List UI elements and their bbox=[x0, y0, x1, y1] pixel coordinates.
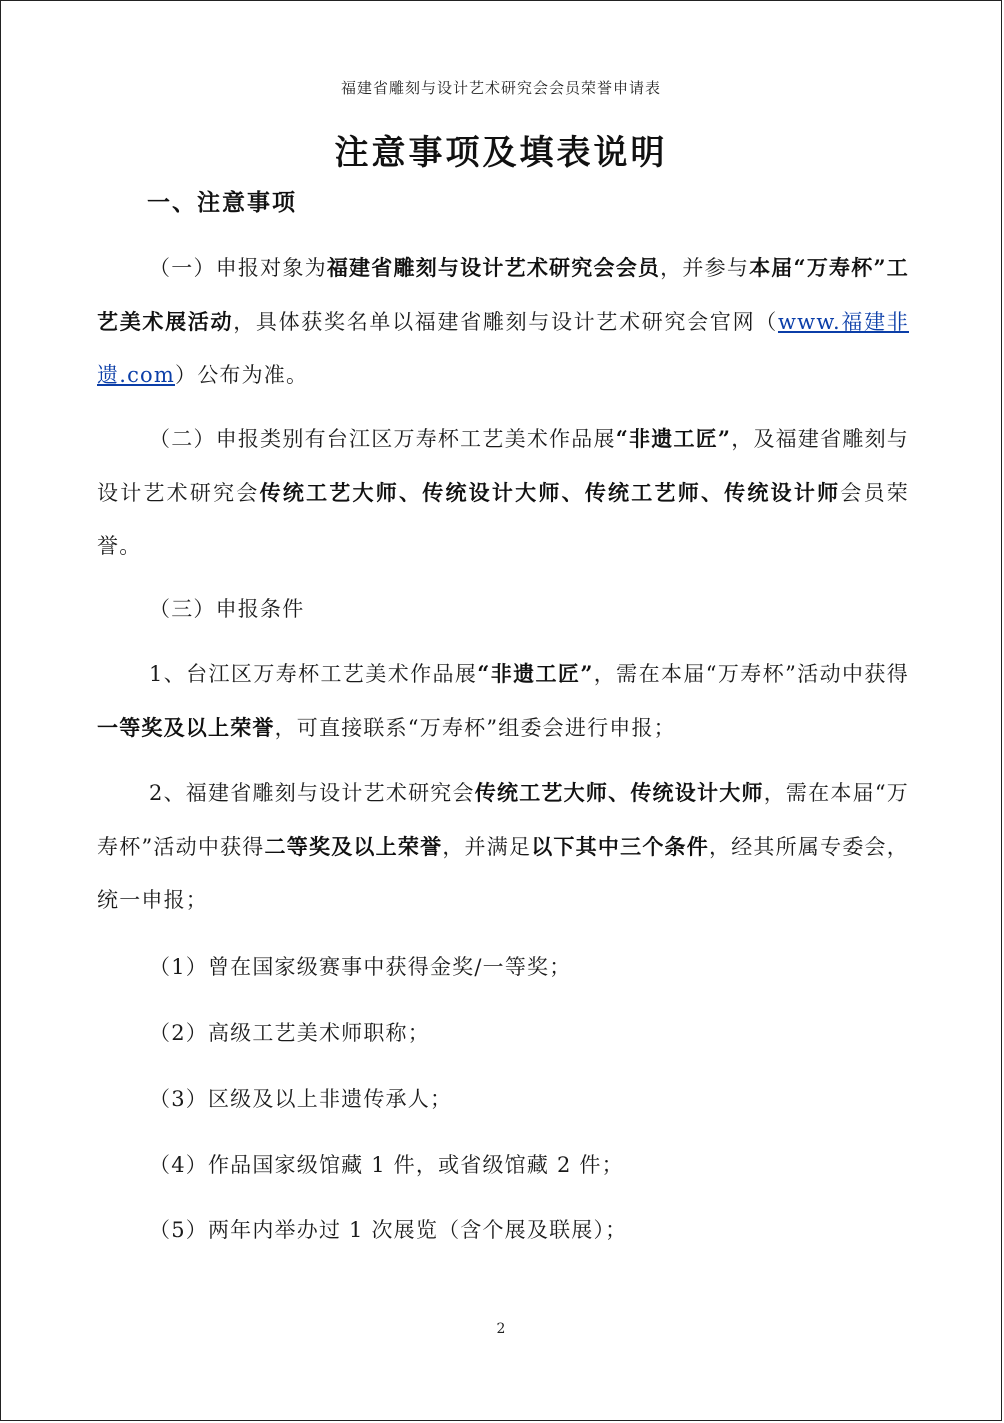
text-run: ）公布为准。 bbox=[175, 363, 309, 387]
page-title: 注意事项及填表说明 bbox=[334, 133, 668, 173]
bold-text: “非遗工匠” bbox=[477, 661, 594, 686]
text-run: 会员荣誉。 bbox=[97, 481, 910, 558]
bold-text: 传统工艺大师、传统设计大师、传统工艺师、传统设计师 bbox=[259, 480, 841, 505]
text-run: ，及福建省雕刻与设计艺术研究会 bbox=[97, 427, 909, 505]
text-run: 2、福建省雕刻与设计艺术研究会 bbox=[149, 781, 475, 805]
section-heading-notes: 一、注意事项 bbox=[147, 189, 297, 216]
text-run: ，经其所属专委会，统一申报； bbox=[97, 835, 909, 912]
sub-condition-item: （1）曾在国家级赛事中获得金奖/一等奖； bbox=[149, 955, 572, 979]
bold-text: 一等奖及以上荣誉 bbox=[97, 715, 275, 740]
running-header: 福建省雕刻与设计艺术研究会会员荣誉申请表 bbox=[340, 79, 661, 97]
paragraph-conditions-heading: （三）申报条件 bbox=[149, 597, 305, 621]
bold-text: 以下其中三个条件 bbox=[531, 834, 709, 859]
text-run: ，并参与 bbox=[660, 256, 750, 280]
sub-condition-item: （5）两年内举办过 1 次展览（含个展及联展）； bbox=[149, 1218, 628, 1242]
text-run: ，可直接联系“万寿杯”组委会进行申报； bbox=[274, 716, 676, 740]
text-run: ，并满足 bbox=[442, 835, 532, 859]
text-run: ，具体获奖名单以福建省雕刻与设计艺术研究会官网（ bbox=[233, 310, 778, 334]
text-run: 1、台江区万寿杯工艺美术作品展 bbox=[149, 662, 478, 686]
bold-text: “非遗工匠” bbox=[615, 426, 732, 451]
website-link[interactable]: www.福建非遗.com bbox=[97, 310, 909, 387]
text-run: ，需在本届“万寿杯”活动中获得 bbox=[97, 781, 909, 859]
text-run: ，需在本届“万寿杯”活动中获得 bbox=[593, 662, 909, 686]
bold-text: 本届“万寿杯”工艺美术展活动 bbox=[97, 255, 909, 334]
sub-condition-item: （4）作品国家级馆藏 1 件，或省级馆藏 2 件； bbox=[149, 1153, 624, 1177]
paragraph-categories bbox=[97, 412, 909, 573]
bold-text: 二等奖及以上荣誉 bbox=[264, 834, 443, 859]
paragraph-applicant-scope bbox=[97, 241, 909, 402]
text-run: （二）申报类别有台江区万寿杯工艺美术作品展 bbox=[149, 427, 616, 451]
paragraph-condition-2 bbox=[97, 766, 909, 927]
sub-condition-item: （2）高级工艺美术师职称； bbox=[149, 1021, 430, 1045]
bold-text: 传统工艺大师、传统设计大师 bbox=[474, 780, 764, 805]
page-number: 2 bbox=[496, 1321, 506, 1337]
sub-condition-item: （3）区级及以上非遗传承人； bbox=[149, 1087, 453, 1111]
bold-text: 福建省雕刻与设计艺术研究会会员 bbox=[326, 255, 661, 280]
text-run: （一）申报对象为 bbox=[149, 256, 327, 280]
paragraph-condition-1 bbox=[97, 647, 909, 755]
